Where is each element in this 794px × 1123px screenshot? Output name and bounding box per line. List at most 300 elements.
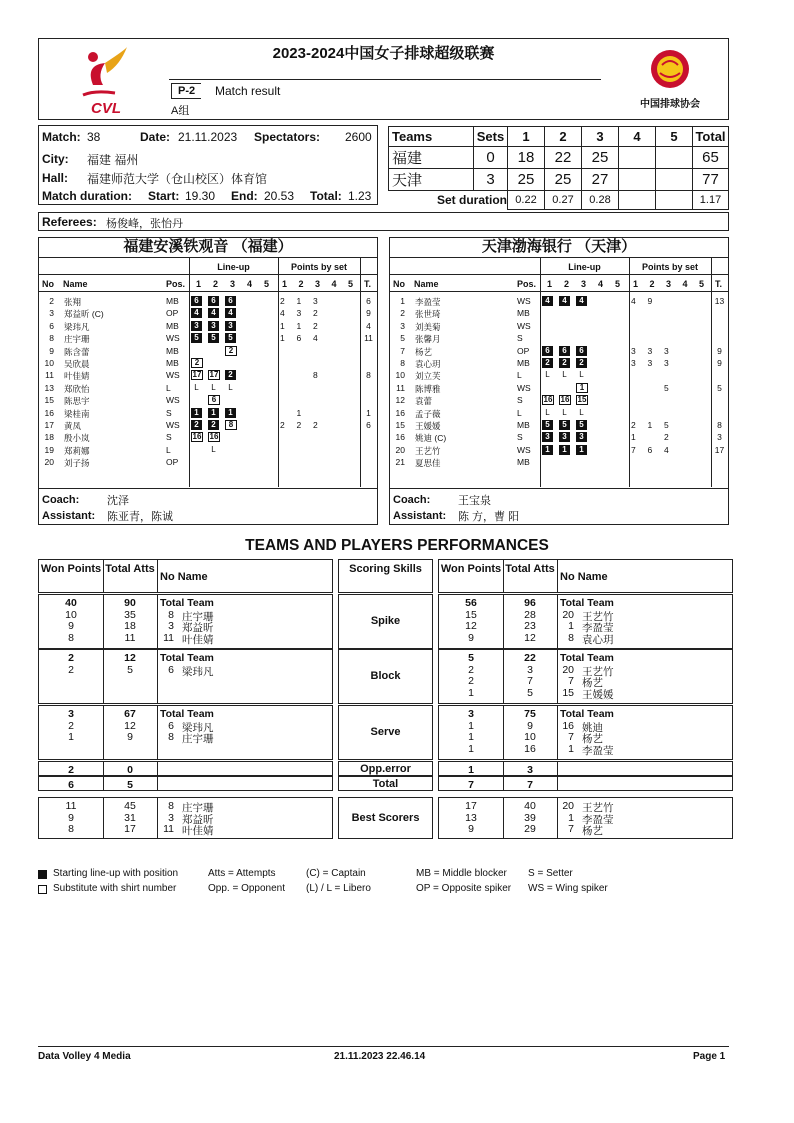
lineup-header: Line-up <box>217 262 250 272</box>
substitute-square-icon <box>38 885 47 894</box>
player-name: 陈含蕾 <box>64 346 90 357</box>
skill-label: Best Scorers <box>351 812 420 824</box>
assistant-label: Assistant: <box>393 510 447 522</box>
player-row <box>390 358 728 370</box>
points-by-set-header: Points by set <box>641 262 698 272</box>
player-name: 张翔 <box>64 297 82 307</box>
set-points: 3 <box>664 345 669 356</box>
lineup-mark: 2 <box>559 358 570 368</box>
player-name: 王媛媛 <box>582 688 614 701</box>
divider <box>503 560 504 592</box>
teams-header: Teams <box>389 127 474 147</box>
total-atts: 75 <box>524 708 536 720</box>
player-total: 6 <box>366 420 371 430</box>
coach-name: 王宝泉 <box>458 495 491 507</box>
player-name: 殷小岚 <box>64 433 90 444</box>
total-atts: 45 <box>124 800 136 812</box>
set-points: 2 <box>280 296 285 306</box>
player-name: Total Team <box>160 597 214 609</box>
points-set-header: 1 <box>282 279 288 289</box>
lineup-set-header: 5 <box>264 279 270 289</box>
won-points: 13 <box>465 811 477 824</box>
lineup-mark: 5 <box>225 333 236 343</box>
player-name: 王艺竹 <box>582 665 614 678</box>
lineup-mark: L <box>545 370 550 380</box>
score-row-fujian <box>389 147 729 169</box>
points-set-header: 3 <box>315 279 321 289</box>
player-number: 2 <box>49 296 54 306</box>
sets-won: 3 <box>474 169 508 191</box>
player-name: 庄宇珊 <box>182 610 214 623</box>
footer-timestamp: 21.11.2023 22.46.14 <box>334 1051 426 1062</box>
end-time: 20.53 <box>264 189 295 203</box>
perf-row-skill <box>338 705 433 760</box>
player-name: 庄宇珊 <box>182 733 214 745</box>
divider <box>157 560 158 592</box>
won-points: 2 <box>468 675 474 687</box>
player-name: Total Team <box>160 652 214 664</box>
player-name: Total Team <box>560 652 614 664</box>
player-name: 王艺竹 <box>415 445 441 456</box>
total-atts: 10 <box>524 731 536 743</box>
lineup-mark: 4 <box>208 308 219 318</box>
lineup-mark: 17 <box>209 370 219 380</box>
player-position: L <box>166 444 171 455</box>
divider <box>390 257 728 258</box>
total-atts: 40 <box>524 800 536 812</box>
divider <box>557 798 558 838</box>
player-name: 叶佳婧 <box>182 825 214 837</box>
set-points: 4 <box>313 333 318 344</box>
perf-row-tianjin <box>438 594 733 649</box>
perf-header-fujian <box>38 559 333 593</box>
lineup-mark: 1 <box>576 445 587 455</box>
player-number: 15 <box>395 420 405 430</box>
player-number: 20 <box>395 444 405 455</box>
perf-header-tianjin <box>438 559 733 593</box>
total-col-header: T. <box>715 279 723 289</box>
team-title: 天津渤海银行 （天津） <box>481 238 637 255</box>
total-atts: 28 <box>524 608 536 621</box>
divider <box>557 595 558 648</box>
player-number: 21 <box>395 457 405 468</box>
player-number: 16 <box>395 407 405 418</box>
divider <box>557 706 558 759</box>
lineup-mark: 3 <box>208 321 219 331</box>
skill-label: Serve <box>370 726 401 738</box>
set-points: 2 <box>313 420 318 430</box>
won-points: 56 <box>465 597 477 609</box>
set-points: 5 <box>664 420 669 430</box>
player-number: 3 <box>400 320 405 331</box>
lineup-set-header: 5 <box>615 279 621 289</box>
total-atts: 3 <box>527 663 533 676</box>
player-number: 3 <box>168 620 174 632</box>
divider <box>157 595 158 648</box>
set-points: 1 <box>296 407 302 418</box>
sets-header: Sets <box>474 127 508 147</box>
won-points: 7 <box>468 779 474 791</box>
total-atts: 7 <box>527 675 533 687</box>
points-set-header: 5 <box>348 279 354 289</box>
set-points: 4 <box>664 444 669 455</box>
player-total: 6 <box>366 296 371 306</box>
total-atts: 35 <box>124 608 136 621</box>
divider <box>39 291 377 292</box>
player-name: 王艺竹 <box>582 610 614 623</box>
player-number: 13 <box>44 382 54 393</box>
set-points: 3 <box>296 308 302 319</box>
lineup-mark: 6 <box>225 296 236 306</box>
set-score <box>656 169 693 191</box>
player-number: 19 <box>44 444 54 455</box>
lineup-mark: 6 <box>559 346 570 356</box>
score-row-tianjin <box>389 169 729 191</box>
lineup-mark: L <box>562 370 567 380</box>
set5-header: 5 <box>656 127 693 147</box>
player-position: S <box>166 407 172 418</box>
perf-total-fujian <box>38 776 333 791</box>
legend-opp: Opp. = Opponent <box>208 883 286 894</box>
total-atts-header: Total Atts <box>505 563 555 575</box>
player-row <box>390 445 728 457</box>
set-points: 2 <box>313 308 318 319</box>
points-set-header: 4 <box>331 279 337 289</box>
performances-title: TEAMS AND PLAYERS PERFORMANCES <box>245 537 549 554</box>
won-points: 17 <box>465 800 477 812</box>
set-score: 22 <box>545 147 582 169</box>
player-number: 7 <box>568 731 574 743</box>
set-duration: 0.22 <box>508 191 545 210</box>
set-score: 18 <box>508 147 545 169</box>
player-row <box>39 333 377 345</box>
set-points: 1 <box>647 420 653 430</box>
player-name: 郑益昕 <box>182 813 214 826</box>
lineup-mark: 3 <box>559 432 570 442</box>
player-position: OP <box>166 308 179 319</box>
divider <box>390 274 728 275</box>
set-points: 4 <box>280 308 285 319</box>
title-rule <box>169 79 601 80</box>
total-atts: 23 <box>524 620 536 632</box>
lineup-mark: 1 <box>208 408 219 418</box>
player-row <box>39 432 377 444</box>
divider <box>157 762 158 775</box>
lineup-mark: 8 <box>225 420 237 430</box>
header-box <box>38 38 729 120</box>
player-number: 5 <box>400 333 405 344</box>
total-atts-header: Total Atts <box>105 563 155 575</box>
lineup-mark: 1 <box>559 445 570 455</box>
player-number: 12 <box>395 395 405 406</box>
player-position: WS <box>166 370 180 381</box>
player-number: 10 <box>395 370 405 381</box>
won-points: 40 <box>65 597 77 609</box>
assistant-label: Assistant: <box>42 510 96 522</box>
total-atts: 39 <box>524 811 536 824</box>
player-total: 4 <box>366 320 371 331</box>
lineup-mark: 1 <box>576 383 588 393</box>
coach-name: 沈泽 <box>107 495 129 507</box>
footer-left: Data Volley 4 Media <box>38 1051 131 1062</box>
referees-box <box>38 212 729 231</box>
set-points: 7 <box>631 444 636 455</box>
player-name: 庄宇珊 <box>64 334 90 345</box>
player-number: 8 <box>168 608 174 621</box>
set-points: 3 <box>631 345 636 356</box>
legend-ws: WS = Wing spiker <box>528 883 608 894</box>
player-position: MB <box>166 320 179 331</box>
player-name: 姚迪 (C) <box>415 433 447 444</box>
set-points: 8 <box>313 370 318 381</box>
lineup-mark: 6 <box>542 346 553 356</box>
won-points: 9 <box>468 631 474 644</box>
lineup-mark: 4 <box>191 308 202 318</box>
player-row <box>39 395 377 407</box>
player-number: 6 <box>168 719 174 732</box>
total-atts: 11 <box>124 631 136 644</box>
player-total: 1 <box>366 407 371 418</box>
player-row <box>390 308 728 320</box>
perf-row-tianjin <box>438 705 733 760</box>
player-name: 杨艺 <box>582 825 603 837</box>
player-position: S <box>166 432 172 443</box>
points-set-header: 1 <box>633 279 639 289</box>
total-atts: 0 <box>127 764 133 776</box>
player-position: OP <box>166 457 179 468</box>
player-total: 17 <box>714 444 725 455</box>
score-table <box>388 126 729 210</box>
player-position: WS <box>166 420 180 430</box>
total-atts: 5 <box>527 686 533 699</box>
player-name: 陈博雅 <box>415 383 441 394</box>
player-number: 11 <box>163 631 174 644</box>
lineup-set-header: 3 <box>230 279 236 289</box>
lineup-mark: 16 <box>543 395 553 405</box>
player-number: 1 <box>568 811 574 824</box>
set-score: 27 <box>582 169 619 191</box>
duration-label: Match duration: <box>42 189 132 203</box>
total-atts: 16 <box>524 742 536 755</box>
assoc-logo <box>635 47 705 117</box>
lineup-mark: 1 <box>225 408 236 418</box>
lineup-mark: 3 <box>576 432 587 442</box>
total-points: 65 <box>693 147 729 169</box>
player-row <box>39 296 377 308</box>
set-score <box>619 169 656 191</box>
set-points: 2 <box>313 320 318 331</box>
won-points: 6 <box>68 779 74 791</box>
player-name: 杨艺 <box>582 677 603 689</box>
player-number: 1 <box>568 742 574 755</box>
won-points: 2 <box>68 663 74 676</box>
team-name: 福建 <box>389 147 474 169</box>
perf-header-skills <box>338 559 433 593</box>
lineup-mark: L <box>545 407 550 417</box>
total-label: Total: <box>310 189 342 203</box>
player-name: 李盈莹 <box>582 744 614 757</box>
player-position: MB <box>166 296 179 306</box>
lineup-mark: L <box>211 382 216 392</box>
lineup-mark: 2 <box>225 346 237 356</box>
perf-opp-tianjin <box>438 761 733 776</box>
won-points: 3 <box>68 708 74 720</box>
lineup-set-header: 1 <box>196 279 202 289</box>
player-name: 刘美菊 <box>415 321 441 332</box>
player-name: 刘子扬 <box>64 458 90 469</box>
player-name: 陈思宇 <box>64 396 90 407</box>
divider <box>157 706 158 759</box>
total-atts: 7 <box>527 779 533 791</box>
player-number: 16 <box>562 719 574 732</box>
player-name: 袁蕾 <box>415 396 433 407</box>
hall-label: Hall: <box>42 171 69 185</box>
divider <box>557 560 558 592</box>
points-by-set-header: Points by set <box>290 262 347 272</box>
set-points: 3 <box>631 358 636 368</box>
lineup-set-header: 4 <box>598 279 604 289</box>
player-position: MB <box>517 420 530 430</box>
set-duration <box>656 191 693 210</box>
divider <box>557 650 558 703</box>
set-points: 3 <box>664 358 669 368</box>
lineup-mark: 4 <box>576 296 587 306</box>
player-row <box>39 457 377 469</box>
perf-row-fujian <box>38 594 333 649</box>
lineup-mark: L <box>194 382 199 392</box>
player-name: 郑益昕 (C) <box>64 309 104 320</box>
player-row <box>39 445 377 457</box>
divider <box>390 488 728 489</box>
player-position: WS <box>517 444 531 455</box>
won-points: 8 <box>68 631 74 644</box>
player-number: 15 <box>562 686 574 699</box>
skill-label: Block <box>370 670 401 682</box>
player-position: L <box>517 370 522 381</box>
player-row <box>390 296 728 308</box>
total-atts: 96 <box>524 597 536 609</box>
player-number: 20 <box>44 457 54 468</box>
player-name: 张世琦 <box>415 309 441 320</box>
player-position: WS <box>517 320 531 331</box>
total-atts: 29 <box>524 823 536 835</box>
won-points: 8 <box>68 823 74 835</box>
match-date: 21.11.2023 <box>178 130 238 144</box>
divider <box>157 777 158 790</box>
total-header: Total <box>693 127 729 147</box>
coach-label: Coach: <box>393 494 431 506</box>
player-name: 王媛媛 <box>415 421 441 431</box>
set-points: 1 <box>296 320 302 331</box>
legend-libero: (L) / L = Libero <box>306 883 371 894</box>
player-number: 20 <box>562 800 574 812</box>
set-score <box>656 147 693 169</box>
lineup-mark: 5 <box>576 420 587 430</box>
player-name: 郑欣怡 <box>64 383 90 394</box>
total-set-duration: 1.17 <box>693 191 729 210</box>
lineup-mark: 16 <box>209 432 219 442</box>
player-name: 张馨月 <box>415 334 441 345</box>
player-number: 8 <box>400 358 405 368</box>
perf-row-skill <box>338 594 433 649</box>
player-number: 1 <box>568 620 574 632</box>
lineup-mark: 6 <box>208 395 220 405</box>
name-header: Name <box>414 279 439 289</box>
total-atts: 9 <box>127 731 133 743</box>
lineup-mark: 5 <box>191 333 202 343</box>
player-number: 9 <box>49 345 54 356</box>
referees-label: Referees: <box>42 215 97 229</box>
starter-square-icon <box>38 870 47 879</box>
player-number: 18 <box>44 432 54 443</box>
divider <box>557 777 558 790</box>
player-number: 16 <box>44 407 54 418</box>
perf-best-fujian <box>38 797 333 839</box>
referees-names: 杨俊峰，张怡丹 <box>106 218 183 230</box>
won-points: 3 <box>468 708 474 720</box>
player-total: 8 <box>717 420 722 430</box>
points-set-header: 2 <box>649 279 655 289</box>
footer-page: Page 1 <box>693 1051 726 1062</box>
player-number: 7 <box>400 345 405 356</box>
player-position: MB <box>166 358 179 368</box>
player-name: Total Team <box>160 708 214 720</box>
set-points: 1 <box>296 296 302 306</box>
sets-won: 0 <box>474 147 508 169</box>
player-number: 20 <box>562 663 574 676</box>
player-row <box>39 408 377 420</box>
skill-label: Spike <box>370 615 401 627</box>
player-position: L <box>166 382 171 393</box>
lineup-header: Line-up <box>568 262 601 272</box>
divider <box>39 488 377 489</box>
perf-best-skill <box>338 797 433 839</box>
lineup-mark: L <box>562 407 567 417</box>
lineup-mark: 4 <box>559 296 570 306</box>
player-name: 郑莉娜 <box>64 445 90 456</box>
lineup-mark: 3 <box>225 321 236 331</box>
doc-code: P-2 <box>171 83 201 99</box>
perf-total-skill <box>338 776 433 791</box>
player-row <box>390 370 728 382</box>
total-atts: 90 <box>124 597 136 609</box>
assoc-logo-text: 中国排球协会 <box>640 99 700 110</box>
lineup-mark: 3 <box>191 321 202 331</box>
player-name: 庄宇珊 <box>182 802 214 814</box>
lineup-mark: 3 <box>542 432 553 442</box>
player-number: 3 <box>168 811 174 824</box>
perf-row-skill <box>338 649 433 704</box>
player-name: 叶佳婧 <box>182 633 214 646</box>
won-points: 2 <box>68 764 74 776</box>
player-name: 夏思佳 <box>415 458 441 469</box>
perf-row-fujian <box>38 649 333 704</box>
perf-row-tianjin <box>438 649 733 704</box>
player-position: WS <box>166 333 180 344</box>
match-label: Match: <box>42 130 81 144</box>
player-name: 刘立芙 <box>415 371 441 382</box>
player-name: 姚迪 <box>582 721 603 734</box>
set-duration: 0.28 <box>582 191 619 210</box>
lineup-set-header: 2 <box>213 279 219 289</box>
lineup-mark: 4 <box>225 308 236 318</box>
player-number: 11 <box>396 382 405 393</box>
lineup-mark: 16 <box>560 395 570 405</box>
player-name: 李盈莹 <box>582 622 614 634</box>
lineup-mark: 1 <box>191 408 202 418</box>
player-name: Total Team <box>560 708 614 720</box>
divider <box>103 560 104 592</box>
